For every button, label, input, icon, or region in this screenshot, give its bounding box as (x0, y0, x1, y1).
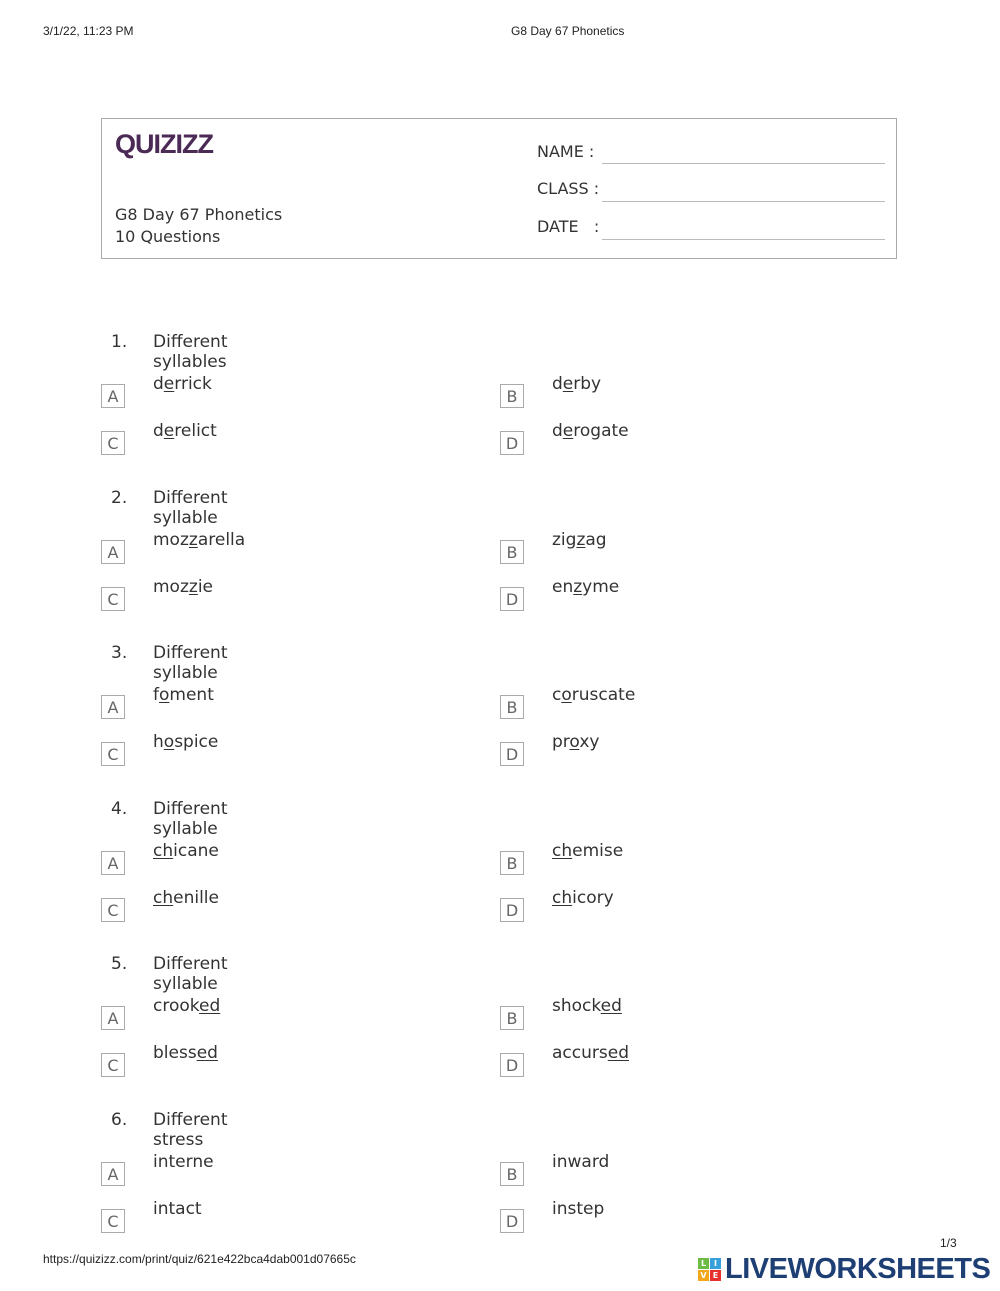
option-text-pre: d (552, 374, 563, 394)
option-text-pre: zig (552, 529, 577, 550)
option-underlined-part: z (573, 576, 583, 597)
name-field[interactable] (602, 163, 885, 164)
live-badge-icon (698, 1258, 721, 1281)
question-text: Different syllable (153, 487, 228, 528)
question-number: 5. (111, 954, 128, 974)
option-underlined-part: o (569, 732, 580, 752)
option-underlined-part: o (163, 732, 175, 752)
option-underlined-part: o (159, 685, 170, 705)
option-text-post: enille (173, 887, 219, 908)
quiz-info (115, 204, 282, 248)
option-underlined-part: ch (552, 840, 573, 861)
option-underlined-part: z (188, 529, 198, 550)
option-letter-box[interactable]: A (101, 1162, 125, 1186)
option-text[interactable] (552, 996, 622, 1016)
option-letter-box[interactable]: A (101, 1006, 125, 1030)
option-text-pre: crook (153, 996, 200, 1016)
option-letter-box[interactable]: B (500, 851, 524, 875)
option-text[interactable] (153, 841, 219, 861)
option-letter-box[interactable]: C (101, 431, 125, 455)
option-text[interactable] (552, 1199, 604, 1219)
option-text-pre: interne (153, 1151, 214, 1172)
option-letter-box[interactable]: B (500, 384, 524, 408)
option-letter-box[interactable]: D (500, 587, 524, 611)
watermark-text: LIVEWORKSHEETS (725, 1253, 991, 1285)
question-text: Different syllable (153, 643, 228, 683)
option-letter-box[interactable]: C (101, 1053, 125, 1077)
badge-letter: V (698, 1270, 709, 1281)
option-letter-box[interactable]: B (500, 1006, 524, 1030)
option-text-post: spice (174, 732, 219, 752)
option-text[interactable] (552, 530, 607, 550)
option-text-post: icane (173, 840, 219, 861)
option-text-post: ag (585, 529, 607, 550)
option-underlined-part: ed (600, 996, 622, 1016)
option-text-post: rrick (174, 374, 212, 394)
question-number: 4. (111, 798, 128, 819)
print-url: https://quizizz.com/print/quiz/621e422bca4dab001d07665c (43, 1252, 356, 1266)
option-text-post: ment (169, 685, 214, 705)
option-text[interactable] (153, 1043, 218, 1063)
question-text: Different syllable (153, 798, 228, 839)
question-text: Different syllable (153, 954, 228, 994)
option-underlined-part: e (562, 374, 574, 394)
liveworksheets-watermark (698, 1253, 990, 1286)
option-text-post: xy (579, 732, 600, 752)
option-letter-box[interactable]: D (500, 1053, 524, 1077)
option-text[interactable] (552, 1043, 629, 1063)
option-letter-box[interactable]: C (101, 587, 125, 611)
quizizz-logo: QUIZIZZ (115, 129, 213, 159)
option-text-post: relict (174, 421, 217, 441)
option-text-pre: en (552, 576, 574, 597)
option-text-pre: moz (153, 576, 189, 597)
question-text: Different stress (153, 1109, 228, 1150)
option-underlined-part: o (561, 685, 572, 705)
option-text[interactable] (153, 1152, 214, 1172)
option-text-pre: accurs (552, 1043, 608, 1063)
option-underlined-part: e (562, 421, 574, 441)
option-text[interactable] (153, 996, 220, 1016)
option-letter-box[interactable]: C (101, 898, 125, 922)
option-text[interactable] (552, 888, 614, 908)
option-letter-box[interactable]: C (101, 742, 125, 766)
option-text-pre: c (552, 685, 562, 705)
option-text-pre: bless (153, 1043, 197, 1063)
date-label: DATE : (537, 217, 600, 236)
option-underlined-part: e (163, 374, 175, 394)
option-text[interactable] (153, 732, 218, 752)
option-text[interactable] (153, 685, 214, 705)
option-text-post: icory (572, 887, 614, 908)
option-text-pre: shock (552, 996, 601, 1016)
option-text-post: ie (197, 576, 214, 597)
option-underlined-part: ch (153, 887, 174, 908)
option-letter-box[interactable]: D (500, 898, 524, 922)
option-letter-box[interactable]: A (101, 695, 125, 719)
option-text[interactable] (552, 1152, 609, 1172)
date-field[interactable] (602, 239, 885, 240)
option-text-pre: h (153, 732, 164, 752)
option-text-pre: inward (552, 1151, 610, 1172)
quiz-title: G8 Day 67 Phonetics (115, 205, 283, 224)
badge-letter: I (710, 1258, 721, 1269)
option-text[interactable] (153, 421, 217, 441)
question-number: 3. (111, 643, 128, 663)
option-text-pre: d (153, 374, 164, 394)
option-text[interactable] (153, 530, 245, 550)
option-text[interactable] (153, 374, 212, 394)
option-underlined-part: ed (196, 1043, 218, 1063)
badge-letter: L (698, 1258, 709, 1269)
option-underlined-part: e (163, 421, 175, 441)
option-letter-box[interactable]: B (500, 540, 524, 564)
option-underlined-part: ed (199, 996, 221, 1016)
option-underlined-part: ed (607, 1043, 629, 1063)
option-letter-box[interactable]: D (500, 742, 524, 766)
option-text-post: yme (582, 576, 620, 597)
option-text-post: rogate (573, 421, 629, 441)
question-number: 1. (111, 332, 128, 352)
option-text-post: emise (572, 840, 624, 861)
option-text[interactable] (552, 421, 629, 441)
question-count: 10 Questions (115, 227, 221, 246)
question-text: Different syllables (153, 332, 228, 372)
name-label: NAME : (537, 142, 595, 161)
option-text-post: ruscate (571, 685, 636, 705)
badge-letter: E (710, 1270, 721, 1281)
option-letter-box[interactable]: A (101, 540, 125, 564)
option-text[interactable] (552, 374, 601, 394)
option-underlined-part: ch (153, 840, 174, 861)
option-letter-box[interactable]: A (101, 851, 125, 875)
option-letter-box[interactable]: D (500, 431, 524, 455)
option-underlined-part: z (576, 529, 586, 550)
option-text-pre: moz (153, 529, 189, 550)
option-text-pre: instep (552, 1198, 605, 1219)
option-text-pre: f (153, 685, 159, 705)
option-underlined-part: ch (552, 887, 573, 908)
question-number: 2. (111, 487, 128, 508)
option-text[interactable] (552, 841, 623, 861)
option-text[interactable] (153, 577, 213, 597)
option-letter-box[interactable]: B (500, 1162, 524, 1186)
class-label: CLASS : (537, 179, 600, 198)
option-text-pre: d (552, 421, 563, 441)
quiz-header-card (101, 118, 897, 259)
option-text-post: rby (573, 374, 602, 394)
option-text-pre: pr (552, 732, 570, 752)
option-underlined-part: z (188, 576, 198, 597)
print-datetime: 3/1/22, 11:23 PM (43, 24, 134, 38)
option-text[interactable] (552, 732, 599, 752)
option-letter-box[interactable]: B (500, 695, 524, 719)
option-text[interactable] (552, 577, 619, 597)
option-letter-box[interactable]: D (500, 1209, 524, 1233)
option-text[interactable] (153, 888, 219, 908)
question-number: 6. (111, 1109, 128, 1130)
option-text-pre: d (153, 421, 164, 441)
option-text-pre: intact (153, 1198, 202, 1219)
print-title: G8 Day 67 Phonetics (511, 24, 625, 38)
page-number: 1/3 (940, 1236, 957, 1250)
class-field[interactable] (602, 201, 885, 202)
option-letter-box[interactable]: C (101, 1209, 125, 1233)
option-text-post: arella (197, 529, 246, 550)
option-letter-box[interactable]: A (101, 384, 125, 408)
option-text[interactable] (552, 685, 635, 705)
option-text[interactable] (153, 1199, 202, 1219)
